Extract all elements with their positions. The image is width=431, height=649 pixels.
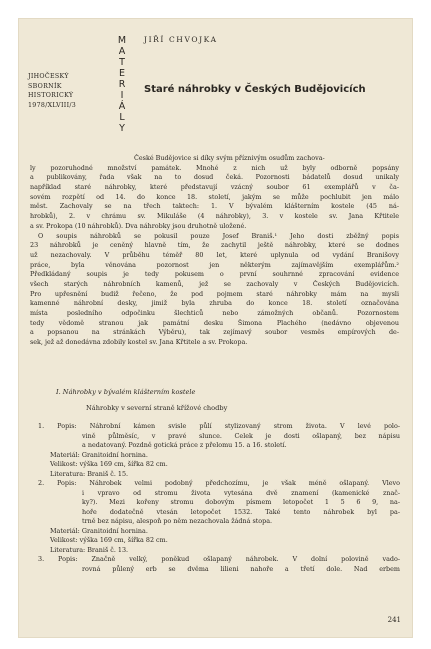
section-letter: M [117, 35, 127, 46]
text-line: hrobků), 2. v chrámu sv. Mikuláše (4 náhrobky), 3. v kostele sv. Jana Křtitele [30, 212, 399, 221]
text-line: a publikovány, řada však na to dosud čeká. Pozornosti bádatelů dosud unikaly [30, 173, 399, 182]
catalog-entries [38, 422, 400, 574]
section-letter: Á [118, 101, 126, 112]
text-line: Předkládaný soupis je tedy pokusem o první souhrnné zpracování evidence [30, 270, 399, 279]
section-letter: T [119, 57, 125, 68]
author-name: JIŘÍ CHVOJKA [144, 35, 218, 44]
entry-line: hoře dodatečně vtesán letopočet 1532. Také tento náhrobek byl pa- [82, 507, 400, 516]
text-line: a popsanou na stránkách Výběru), tak zejímavý soubor vesměs empírových de- [30, 328, 399, 337]
journal-info [28, 72, 76, 110]
section-label-vertical [115, 35, 129, 134]
entry-line: Materiál: Granitoidní hornina. [50, 450, 148, 459]
text-line: tedy vědomě stranou jak památní desku Šimona Plachého (nedávno objevenou [30, 318, 399, 327]
entry-line: rovná půlený erb se dvěma lilieni nahoře a třetí dole. Nad erbem [82, 564, 400, 573]
section-letter: R [118, 79, 126, 90]
entry-line: Literatura: Braniš č. 13. [50, 545, 129, 554]
text-line: místa posledního odpočinku šlechticů nebo zámožných občanů. Pozornostem [30, 309, 399, 317]
text-line: kamenné náhrobní desky, jimiž byla zhruba do konce 18. století označována [30, 299, 399, 308]
text-line: O soupis náhrobků se pokusil pouze Josef Braniš.¹ Jeho dosti zběžný popis [38, 231, 399, 240]
text-line: sovém rozpětí od 14. do konce 18. století, jakým se může pochlubit jen málo [30, 192, 399, 201]
entry-line: i vpravo od stromu života vytesána dvě znamení (kamenické znač- [82, 488, 400, 497]
journal-line: SBORNÍK [28, 82, 62, 90]
entry-line: a nedatovaný. Pozdně gotická práce z přelomu 15. a 16. století. [82, 441, 287, 449]
entry-line: ky?). Mezi kořeny stromu dobovým písmem letopočet 1 5 6 9, na- [82, 498, 400, 506]
text-line: práce, byla věnována pozornost jen některým zajímavějším exemplářům.² [30, 260, 399, 269]
article-title: Staré náhrobky v Českých Budějovicích [144, 84, 366, 95]
subsection-heading: Náhrobky v severní straně křížové chodby [86, 404, 228, 412]
entry-line: Velikost: výška 169 cm, šířka 82 cm. [50, 460, 168, 468]
entry-line: 2. Popis: Náhrobek velmi podobný předchozímu, je však méně ošlapaný. Vlevo [38, 479, 400, 487]
entry-line: Literatura: Braniš č. 15. [50, 469, 129, 478]
document-page [18, 18, 413, 638]
text-line: a sv. Prokopa (10 náhrobků). Dva náhrobky jsou druhotně uložené. [30, 221, 247, 230]
entry-line: 3. Popis: Značně velký, poněkud ošlapaný náhrobek. V dolní polovině vado- [38, 555, 400, 563]
text-line: sek, jež až donedávna zdobily kostel sv. Jana Křtitele a sv. Prokopa. [30, 338, 248, 347]
text-line: například staré náhrobky, které představují vzácný soubor 61 exemplářů v ča- [30, 183, 399, 192]
page-number: 241 [387, 616, 401, 624]
section-letter: Y [119, 123, 125, 134]
section-heading: I. Náhrobky v bývalém klášterním kostele [56, 388, 196, 396]
text-line: ly pozoruhodné množství památek. Mnohé z nich už byly odborně popsány [30, 163, 399, 172]
section-letter: L [119, 112, 125, 123]
journal-line: 1978/XLVIII/3 [28, 101, 77, 109]
entry-line: trně bez nápisu, alespoň po něm nezachovala žádná stopa. [82, 517, 273, 525]
text-line: 23 náhrobků je ceněný hlavně tím, že zachytil ještě náhrobky, které se dodnes [30, 241, 399, 250]
journal-line: JIHOČESKÝ [28, 73, 69, 80]
text-line: České Budějovice si díky svým příznivým osudům zachova- [134, 154, 325, 162]
section-letter: A [118, 46, 126, 57]
section-letter: I [120, 90, 124, 101]
intro-paragraphs [30, 154, 399, 348]
entry-line: vině půlměsíc, v pravé slunce. Celek je dosti ošlapaný, bez nápisu [82, 431, 400, 440]
text-line: všech starých náhrobních kamenů, jež se zachovaly v Českých Budějovicích. [30, 279, 399, 288]
entry-line: Velikost: výška 169 cm, šířka 82 cm. [50, 536, 168, 544]
entry-line: 1. Popis: Náhrobní kámen svisle půlí stylizovaný strom života. V levé polo- [38, 422, 400, 430]
journal-line: HISTORICKÝ [28, 92, 74, 100]
section-letter: E [118, 68, 125, 79]
text-line: Pro upřesnění budiž řečeno, že pod pojmem staré náhrobky mám na mysli [30, 289, 399, 298]
entry-line: Materiál: Granitoidní hornina. [50, 526, 148, 535]
text-line: měst. Zachovaly se na třech taktech: 1. V bývalém klášterním kostele (45 ná- [30, 202, 399, 211]
text-line: už nezachovaly. V průběhu téměř 80 let, které uplynula od vydání Branišovy [30, 250, 399, 259]
